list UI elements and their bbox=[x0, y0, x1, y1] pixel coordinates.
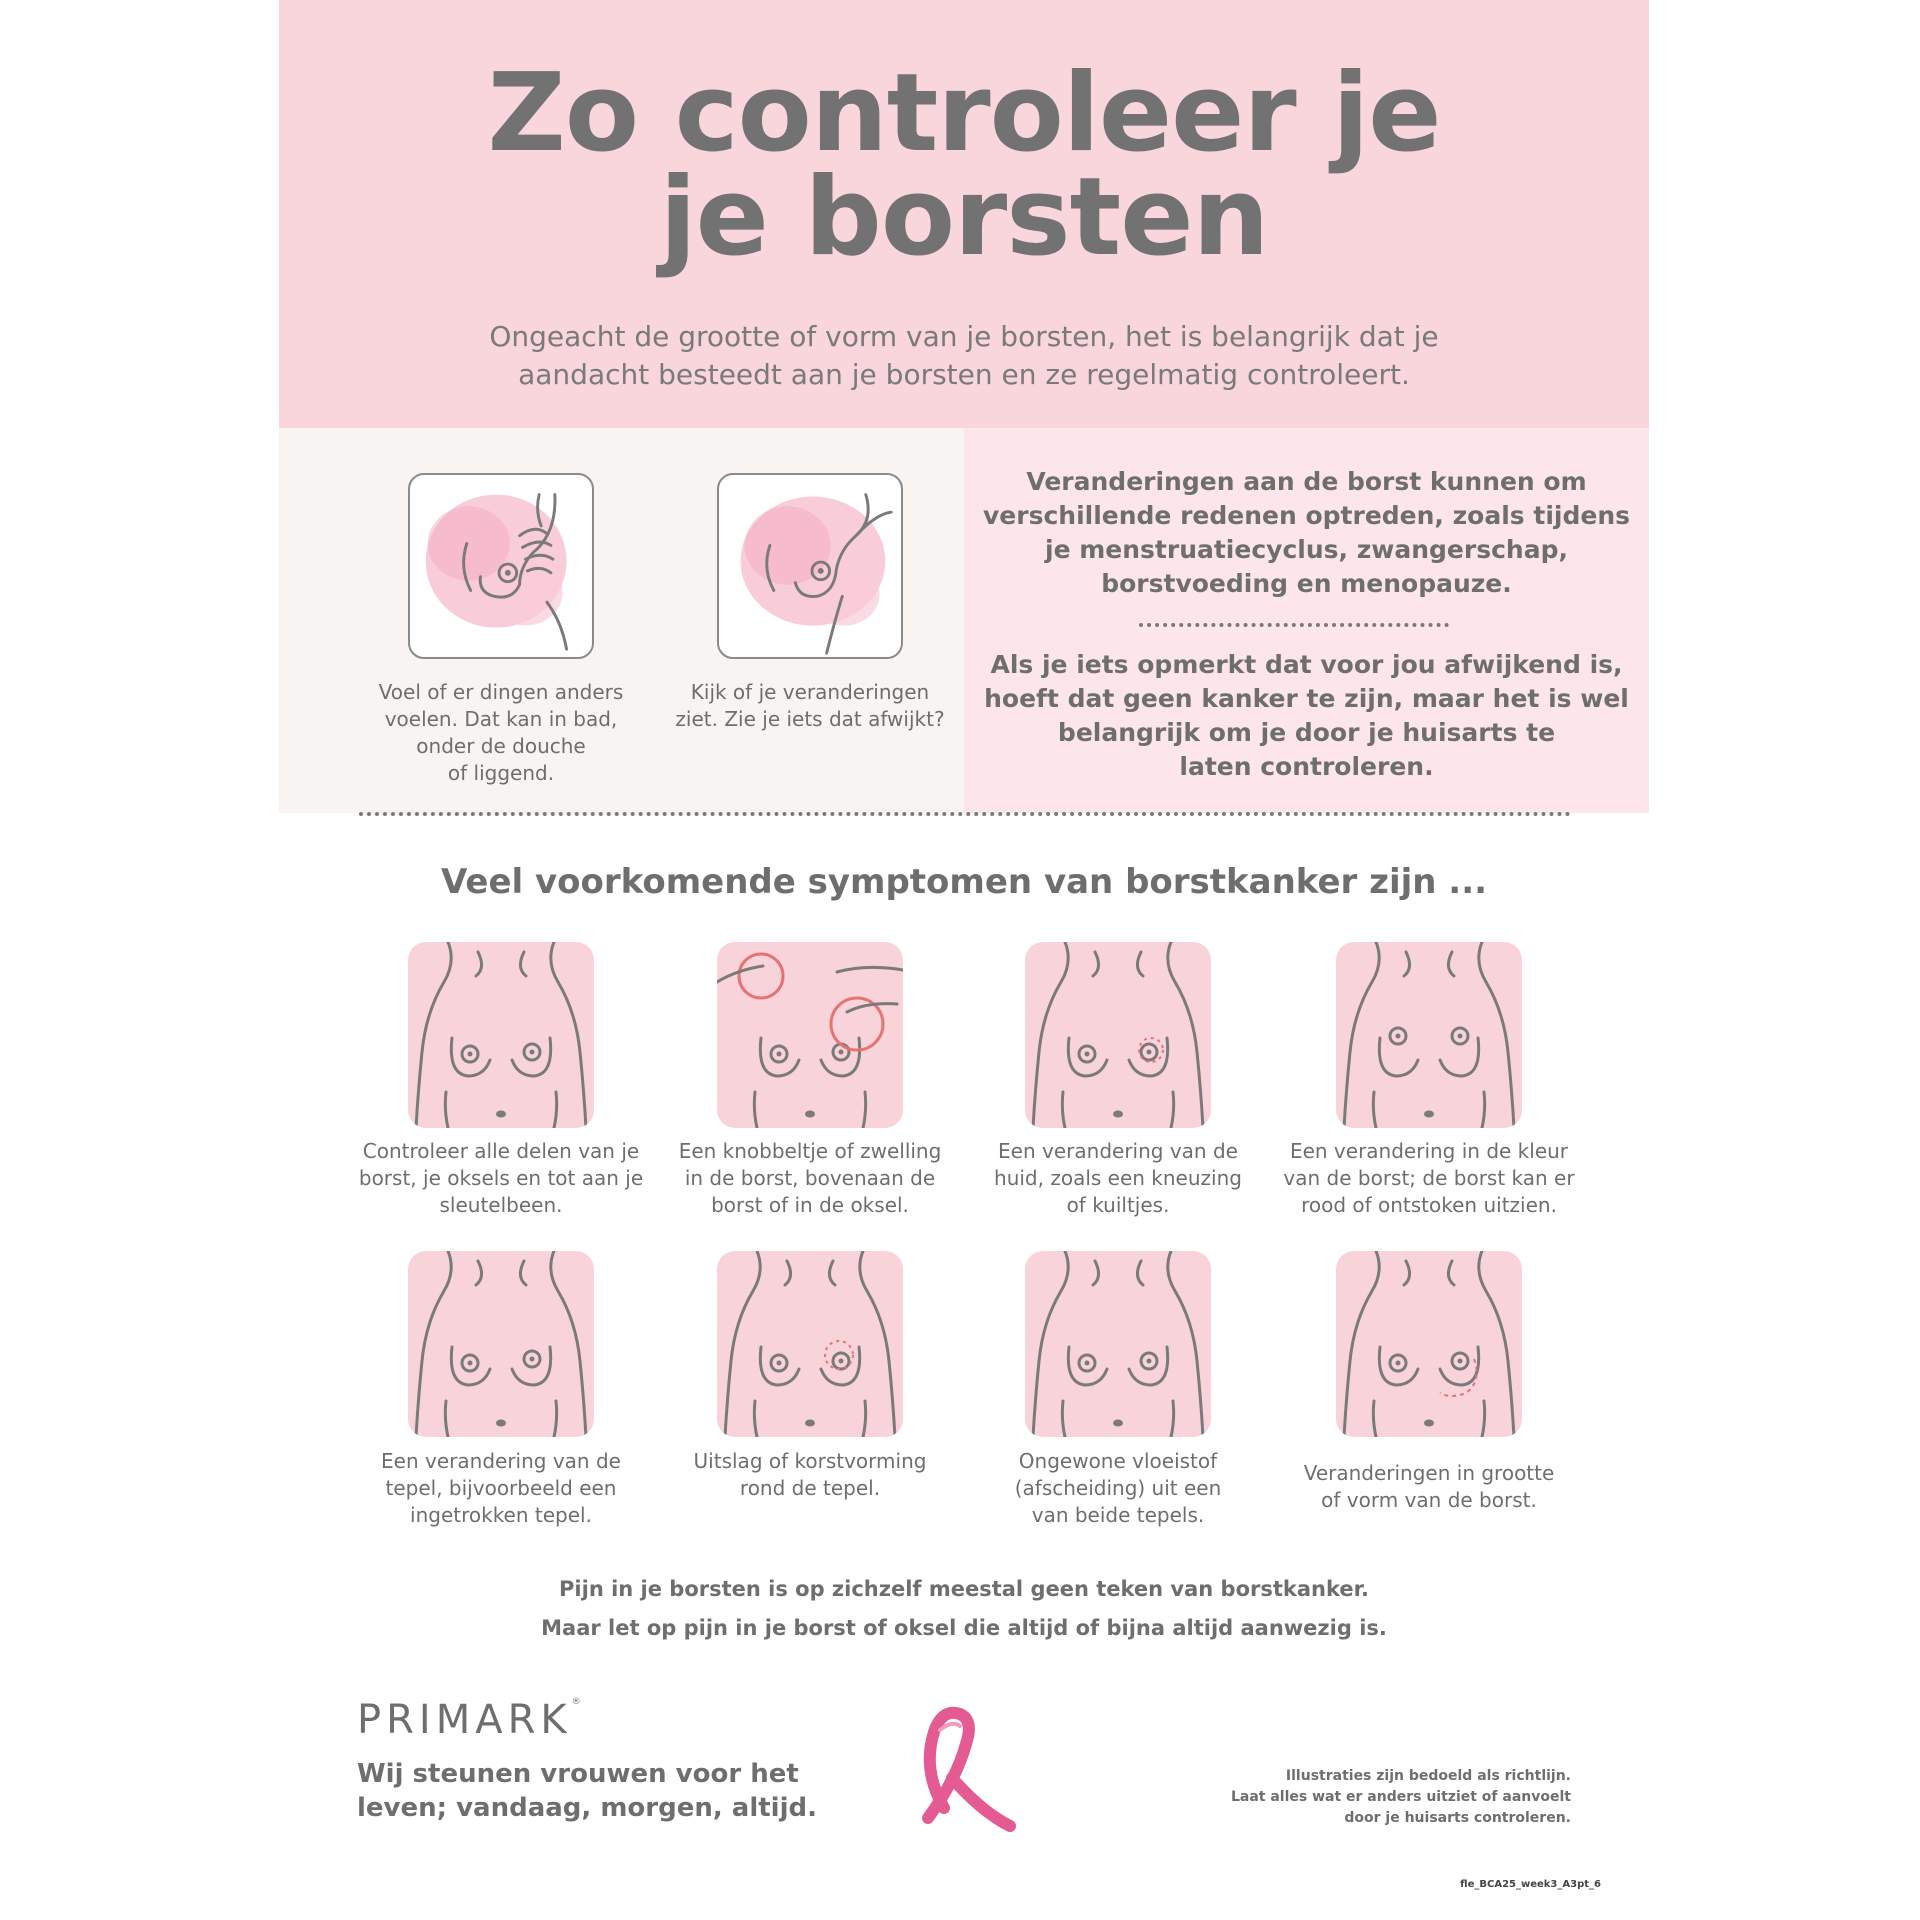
info-paragraph-doctor bbox=[964, 648, 1649, 784]
caption-line: rood of ontstoken uitzien. bbox=[1301, 1193, 1557, 1217]
tagline-line-1: Wij steunen vrouwen voor het bbox=[357, 1759, 799, 1789]
caption-line: Voel of er dingen anders bbox=[378, 680, 624, 704]
caption-line: rond de tepel. bbox=[739, 1476, 881, 1500]
caption-line: Een verandering van de bbox=[998, 1139, 1238, 1163]
title-line-1: Zo controleer je bbox=[487, 51, 1441, 176]
self-check-panel bbox=[279, 428, 964, 813]
intro-line-2: aandacht besteedt aan je borsten en ze regelmatig controleert. bbox=[518, 358, 1410, 391]
caption-line: Een verandering in de kleur bbox=[1289, 1139, 1569, 1163]
info-line: hoeft dat geen kanker te zijn, maar het is wel bbox=[984, 684, 1629, 713]
dotted-divider bbox=[359, 812, 1571, 816]
caption-line: in de borst, bovenaan de bbox=[684, 1166, 936, 1190]
info-line: laten controleren. bbox=[1179, 752, 1434, 781]
caption-line: borst, je oksels en tot aan je bbox=[358, 1166, 644, 1190]
registered-mark: ® bbox=[571, 1697, 581, 1707]
info-line: verschillende redenen optreden, zoals tijdens bbox=[982, 501, 1630, 530]
caption-line: of kuiltjes. bbox=[1066, 1193, 1170, 1217]
caption-line: of liggend. bbox=[447, 761, 555, 785]
pain-note-line-2: Maar let op pijn in je borst of oksel die altijd of bijna altijd aanwezig is. bbox=[541, 1616, 1387, 1640]
colour-change-icon bbox=[1336, 942, 1522, 1128]
look-caption bbox=[660, 679, 960, 733]
info-panel bbox=[964, 428, 1649, 813]
pink-ribbon-icon bbox=[904, 1700, 1024, 1835]
info-line: je menstruatiecyclus, zwangerschap, bbox=[1045, 535, 1568, 564]
symptom-caption bbox=[351, 1448, 651, 1529]
caption-line: onder de douche bbox=[416, 734, 586, 758]
symptom-caption bbox=[660, 1138, 960, 1219]
caption-line: van de borst; de borst kan er bbox=[1283, 1166, 1575, 1190]
title-line-2: je borsten bbox=[659, 155, 1269, 280]
caption-line: sleutelbeen. bbox=[439, 1193, 563, 1217]
symptoms-heading: Veel voorkomende symptomen van borstkanker zijn ... bbox=[440, 862, 1488, 902]
symptom-caption bbox=[968, 1138, 1268, 1219]
feel-breast-icon bbox=[408, 473, 594, 659]
tagline-line-2: leven; vandaag, morgen, altijd. bbox=[357, 1793, 817, 1823]
caption-line: tepel, bijvoorbeeld een bbox=[385, 1476, 617, 1500]
caption-line: of vorm van de borst. bbox=[1321, 1488, 1537, 1512]
info-line: Veranderingen aan de borst kunnen om bbox=[1026, 467, 1587, 496]
header-banner bbox=[279, 0, 1649, 428]
page-title bbox=[279, 51, 1649, 280]
caption-line: Veranderingen in grootte bbox=[1303, 1461, 1555, 1485]
caption-line: Kijk of je veranderingen bbox=[690, 680, 930, 704]
caption-line: Ongewone vloeistof bbox=[1018, 1449, 1218, 1473]
caption-line: ziet. Zie je iets dat afwijkt? bbox=[675, 707, 945, 731]
caption-line: Een knobbeltje of zwelling bbox=[678, 1139, 942, 1163]
symptom-caption bbox=[1279, 1460, 1579, 1514]
rash-icon bbox=[717, 1251, 903, 1437]
size-change-icon bbox=[1336, 1251, 1522, 1437]
symptom-caption bbox=[351, 1138, 651, 1219]
caption-line: huid, zoals een kneuzing bbox=[994, 1166, 1242, 1190]
disclaimer-line: door je huisarts controleren. bbox=[1344, 1810, 1571, 1826]
brand-name: PRIMARK bbox=[357, 1697, 572, 1743]
info-paragraph-changes bbox=[964, 465, 1649, 601]
symptom-caption bbox=[968, 1448, 1268, 1529]
caption-line: (afscheiding) uit een bbox=[1014, 1476, 1222, 1500]
caption-line: Uitslag of korstvorming bbox=[693, 1449, 927, 1473]
pain-note-line-1: Pijn in je borsten is op zichzelf meestal geen teken van borstkanker. bbox=[559, 1577, 1369, 1601]
primark-logo bbox=[357, 1697, 581, 1743]
feel-caption bbox=[351, 679, 651, 787]
intro-line-1: Ongeacht de grootte of vorm van je borsten, het is belangrijk dat je bbox=[489, 320, 1439, 353]
caption-line: ingetrokken tepel. bbox=[410, 1503, 592, 1527]
check-all-areas-icon bbox=[408, 942, 594, 1128]
info-line: belangrijk om je door je huisarts te bbox=[1057, 718, 1556, 747]
document-code: fle_BCA25_week3_A3pt_6 bbox=[1460, 1879, 1601, 1890]
symptom-caption bbox=[1279, 1138, 1579, 1219]
disclaimer-line: Laat alles wat er anders uitziet of aanvoelt bbox=[1230, 1789, 1571, 1805]
nipple-change-icon bbox=[408, 1251, 594, 1437]
skin-change-icon bbox=[1025, 942, 1211, 1128]
info-line: Als je iets opmerkt dat voor jou afwijkend is, bbox=[990, 650, 1623, 679]
caption-line: borst of in de oksel. bbox=[711, 1193, 909, 1217]
look-breast-icon bbox=[717, 473, 903, 659]
symptom-caption bbox=[660, 1448, 960, 1502]
dotted-divider bbox=[1139, 623, 1449, 627]
disclaimer-line: Illustraties zijn bedoeld als richtlijn. bbox=[1285, 1768, 1571, 1784]
caption-line: Een verandering van de bbox=[381, 1449, 621, 1473]
discharge-icon bbox=[1025, 1251, 1211, 1437]
lump-icon bbox=[717, 942, 903, 1128]
info-line: borstvoeding en menopauze. bbox=[1101, 569, 1512, 598]
tagline bbox=[357, 1757, 877, 1825]
intro-text bbox=[279, 318, 1649, 394]
info-band bbox=[279, 428, 1649, 813]
caption-line: voelen. Dat kan in bad, bbox=[384, 707, 618, 731]
caption-line: van beide tepels. bbox=[1031, 1503, 1205, 1527]
disclaimer bbox=[1171, 1766, 1571, 1829]
caption-line: Controleer alle delen van je bbox=[362, 1139, 640, 1163]
poster bbox=[279, 0, 1649, 1920]
